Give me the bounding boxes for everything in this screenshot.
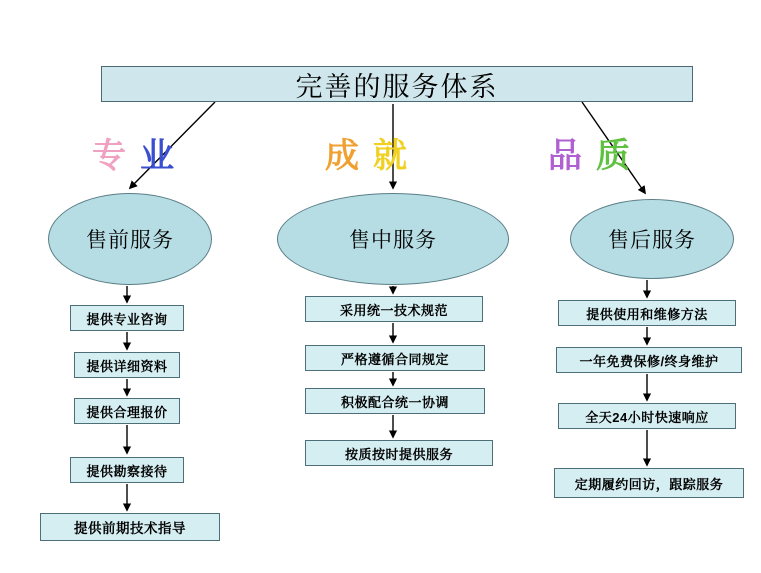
- node-pre-sales: 售前服务: [48, 193, 212, 285]
- wordart-char: 成: [325, 137, 373, 175]
- step-box: 积极配合统一协调: [305, 388, 485, 414]
- step-box: 提供勘察接待: [70, 457, 184, 483]
- step-box: 严格遵循合同规定: [305, 345, 485, 371]
- wordart-char: 专: [92, 137, 140, 175]
- node-during-sales: 售中服务: [277, 193, 509, 285]
- step-box: 定期履约回访，跟踪服务: [554, 468, 744, 498]
- step-box: 按质按时提供服务: [305, 440, 493, 466]
- wordart-char: 质: [596, 137, 644, 175]
- step-box: 采用统一技术规范: [305, 296, 483, 322]
- step-box: 提供合理报价: [74, 398, 180, 424]
- step-box: 提供详细资料: [74, 352, 180, 378]
- wordart-group-1: [92, 128, 188, 177]
- wordart-char: 就: [373, 137, 421, 175]
- wordart-char: 业: [140, 137, 188, 175]
- step-box: 提供专业咨询: [70, 305, 184, 331]
- step-box: 提供前期技术指导: [40, 513, 220, 541]
- step-box: 一年免费保修/终身维护: [556, 347, 742, 373]
- node-after-sales: 售后服务: [570, 199, 734, 279]
- step-box: 提供使用和维修方法: [558, 300, 736, 326]
- wordart-char: 品: [548, 137, 596, 175]
- step-box: 全天24小时快速响应: [558, 403, 736, 429]
- page-title: 完善的服务体系: [295, 71, 499, 102]
- wordart-group-3: [548, 128, 644, 177]
- wordart-group-2: [325, 128, 421, 177]
